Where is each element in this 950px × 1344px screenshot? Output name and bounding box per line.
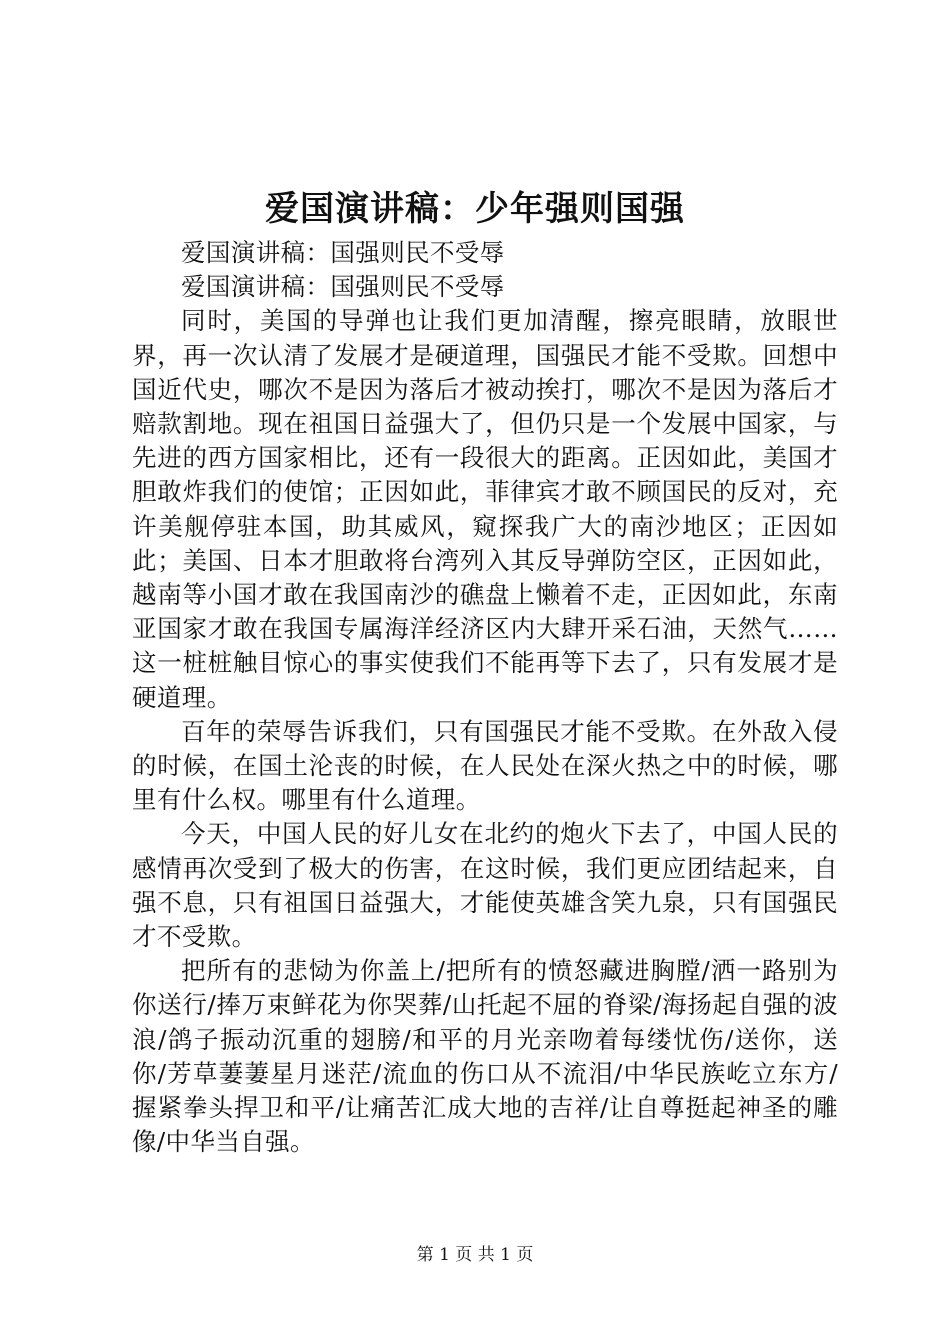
paragraph-today: 今天，中国人民的好儿女在北约的炮火下去了，中国人民的感情再次受到了极大的伤害，在这时候，我们更应团结起来，自强不息，只有祖国日益强大，才能使英雄含笑九泉，只有国强民才不受欺。: [132, 819, 838, 952]
paragraph-history: 百年的荣辱告诉我们，只有国强民才能不受欺。在外敌入侵的时候，在国土沦丧的时候，在人民处在深火热之中的时候，哪里有什么权。哪里有什么道理。: [132, 716, 838, 815]
paragraph-subtitle-1: 爱国演讲稿：国强则民不受辱: [181, 238, 505, 267]
paragraph-poem: 把所有的悲恸为你盖上/把所有的愤怒藏进胸膛/洒一路别为你送行/捧万束鲜花为你哭葬/山托起不屈的脊梁/海扬起自强的波浪/鸽子振动沉重的翅膀/和平的月光亲吻着每缕忧伤/送你，送你/芳草萋萋星月迷茫/流血的伤口从不流泪/中华民族屹立东方/握紧拳头捍卫和平/让痛苦汇成大地的吉祥/让自尊挺起神圣的雕像/中华当自强。: [132, 956, 838, 1157]
document-body: [132, 236, 838, 1159]
paragraph-subtitle-2: 爱国演讲稿：国强则民不受辱: [181, 272, 505, 302]
page-footer: 第 1 页 共 1 页: [416, 1245, 534, 1265]
document-title: 爱国演讲稿：少年强则国强: [265, 189, 685, 229]
paragraph-development: 同时，美国的导弹也让我们更加清醒，擦亮眼睛，放眼世界，再一次认清了发展才是硬道理，国强民才能不受欺。回想中国近代史，哪次不是因为落后才被动挨打，哪次不是因为落后才赔款割地。现在祖国日益强大了，但仍只是一个发展中国家，与先进的西方国家相比，还有一段很大的距离。正因如此，美国才胆敢炸我们的使馆；正因如此，菲律宾才敢不顾国民的反对，充许美舰停驻本国，助其威风，窥探我广大的南沙地区；正因如此；美国、日本才胆敢将台湾列入其反导弹防空区，正因如此，越南等小国才敢在我国南沙的礁盘上懒着不走，正因如此，东南亚国家才敢在我国专属海洋经济区内大肆开采石油，天然气……这一桩桩触目惊心的事实使我们不能再等下去了，只有发展才是硬道理。: [132, 306, 838, 712]
